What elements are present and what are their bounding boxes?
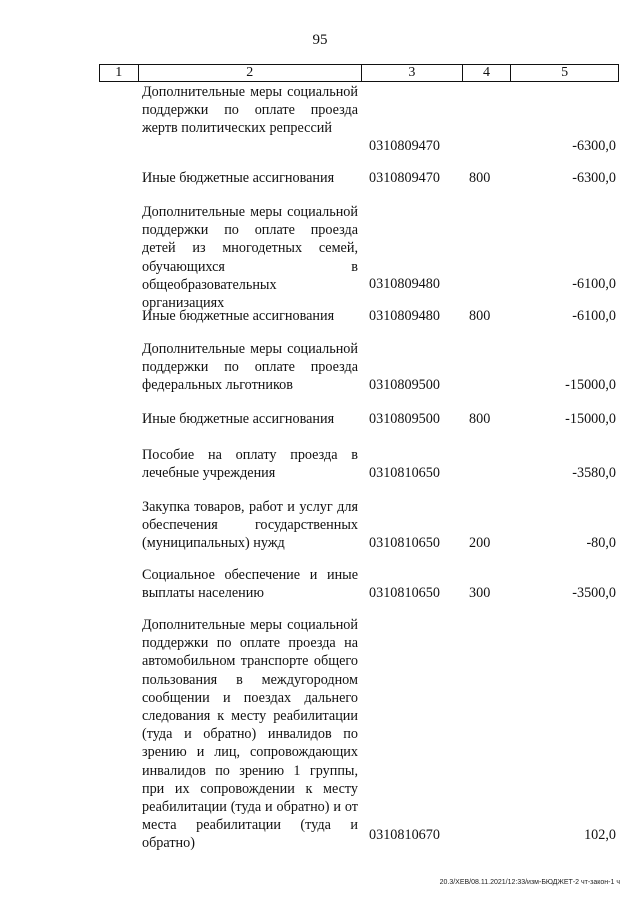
row-target-code: 0310809480 (369, 276, 440, 292)
row-description: Пособие на оплату проезда в лечебные учреждения (142, 447, 358, 482)
row-expense-type: 800 (469, 308, 491, 324)
column-header-4: 4 (462, 65, 510, 82)
row-amount: 102,0 (584, 827, 616, 843)
column-header-2: 2 (138, 65, 361, 82)
row-target-code: 0310809470 (369, 138, 440, 154)
row-description: Социальное обеспечение и иные выплаты населению (142, 567, 358, 602)
table-row (0, 307, 640, 326)
row-amount: -6300,0 (572, 138, 616, 154)
row-expense-type: 800 (469, 170, 491, 186)
row-description: Дополнительные меры социальной поддержки по оплате проезда жертв политических репрессий (142, 84, 358, 137)
table-row (0, 566, 640, 603)
row-target-code: 0310810650 (369, 585, 440, 601)
row-amount: -3500,0 (572, 585, 616, 601)
row-target-code: 0310809470 (369, 170, 440, 186)
row-amount: -80,0 (586, 535, 616, 551)
row-amount: -15000,0 (565, 411, 616, 427)
table-row (0, 83, 640, 156)
column-header-1: 1 (100, 65, 139, 82)
row-description: Дополнительные меры социальной поддержки по оплате проезда детей из многодетных семей, обучающихся в общеобразовательных организациях (142, 204, 358, 312)
table-row (0, 446, 640, 483)
row-description: Закупка товаров, работ и услуг для обеспечения государственных (муниципальных) нужд (142, 499, 358, 552)
row-target-code: 0310810650 (369, 465, 440, 481)
table-row (0, 340, 640, 395)
row-expense-type: 300 (469, 585, 491, 601)
row-target-code: 0310809480 (369, 308, 440, 324)
row-target-code: 0310809500 (369, 377, 440, 393)
table-row (0, 203, 640, 312)
column-header-3: 3 (361, 65, 462, 82)
row-target-code: 0310810670 (369, 827, 440, 843)
row-amount: -15000,0 (565, 377, 616, 393)
row-description: Иные бюджетные ассигнования (142, 308, 335, 324)
document-footer-stamp: 20.3/ХЕВ/08.11.2021/12:33/изм-БЮДЖЕТ-2 чт-закон-1 ч (439, 879, 620, 886)
row-amount: -6300,0 (572, 170, 616, 186)
table-row (0, 410, 640, 429)
row-description: Иные бюджетные ассигнования (142, 411, 335, 427)
table-row (0, 498, 640, 553)
page-number: 95 (312, 32, 328, 48)
row-amount: -6100,0 (572, 308, 616, 324)
column-header-5: 5 (511, 65, 619, 82)
row-amount: -3580,0 (572, 465, 616, 481)
row-target-code: 0310810650 (369, 535, 440, 551)
row-description: Иные бюджетные ассигнования (142, 170, 335, 186)
row-amount: -6100,0 (572, 276, 616, 292)
row-description: Дополнительные меры социальной поддержки по оплате проезда федеральных льготников (142, 341, 358, 394)
table-header (99, 64, 619, 82)
table-row (0, 169, 640, 188)
row-description: Дополнительные меры социальной поддержки по оплате проезда на автомобильном транспорте общего пользования в междугородном сообщении и поездах дальнего следования к месту реабилитации (туда и обратно) инвалидов по зрению и лиц, сопровождающих инвалидов по зрению 1 группы, при их сопровождении к месту реабилитации (туда и обратно) и от места реабилитации (туда и обратно) (142, 617, 358, 852)
row-expense-type: 800 (469, 411, 491, 427)
table-row (0, 616, 640, 853)
row-expense-type: 200 (469, 535, 491, 551)
row-target-code: 0310809500 (369, 411, 440, 427)
